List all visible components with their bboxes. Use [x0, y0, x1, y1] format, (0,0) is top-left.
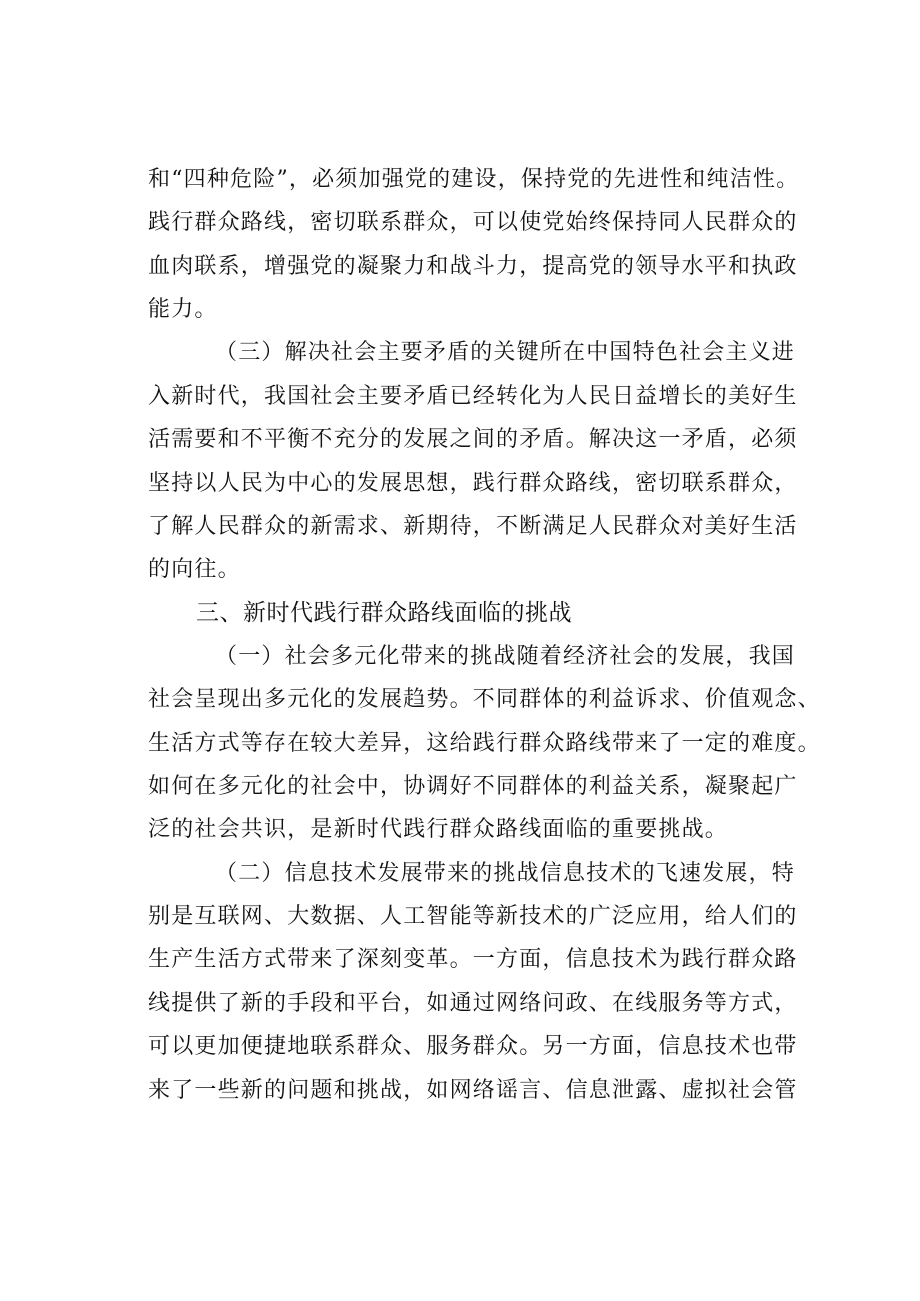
- text-line: 生活方式等存在较大差异，这给践行群众路线带来了一定的难度。: [148, 731, 821, 756]
- text-line: 可以更加便捷地联系群众、服务群众。另一方面，信息技术也带: [148, 1034, 798, 1059]
- text-line: 活需要和不平衡不充分的发展之间的矛盾。解决这一矛盾，必须: [148, 427, 798, 452]
- subsection-heading-1: （一）社会多元化带来的挑战随着经济社会的发展，我国: [215, 644, 796, 669]
- text-line: 如何在多元化的社会中，协调好不同群体的利益关系，凝聚起广: [148, 774, 798, 799]
- text-line: 泛的社会共识，是新时代践行群众路线面临的重要挑战。: [148, 817, 729, 842]
- text-line: 的向往。: [148, 557, 241, 582]
- text-line: 社会呈现出多元化的发展趋势。不同群体的利益诉求、价值观念、: [148, 687, 821, 712]
- text-line: 血肉联系，增强党的凝聚力和战斗力，提高党的领导水平和执政: [148, 254, 798, 279]
- text-line: 坚持以人民为中心的发展思想，践行群众路线，密切联系群众，: [148, 471, 798, 496]
- text-line: 生产生活方式带来了深刻变革。一方面，信息技术为践行群众路: [148, 947, 798, 972]
- text-line: 了解人民群众的新需求、新期待，不断满足人民群众对美好生活: [148, 514, 798, 539]
- text-line: 和“四种危险”，必须加强党的建设，保持党的先进性和纯洁性。: [148, 167, 800, 192]
- text-line: 线提供了新的手段和平台，如通过网络问政、在线服务等方式，: [148, 991, 798, 1016]
- text-line: 别是互联网、大数据、人工智能等新技术的广泛应用，给人们的: [148, 904, 798, 929]
- text-line: 能力。: [148, 297, 218, 322]
- subsection-heading-2: （二）信息技术发展带来的挑战信息技术的飞速发展，特: [215, 861, 796, 886]
- text-line: 入新时代，我国社会主要矛盾已经转化为人民日益增长的美好生: [148, 384, 798, 409]
- subsection-heading-3: （三）解决社会主要矛盾的关键所在中国特色社会主义进: [215, 340, 796, 365]
- section-heading: 三、新时代践行群众路线面临的挑战: [196, 600, 572, 626]
- text-line: 践行群众路线，密切联系群众，可以使党始终保持同人民群众的: [148, 210, 798, 235]
- text-line: 来了一些新的问题和挑战，如网络谣言、信息泄露、虚拟社会管: [148, 1078, 798, 1103]
